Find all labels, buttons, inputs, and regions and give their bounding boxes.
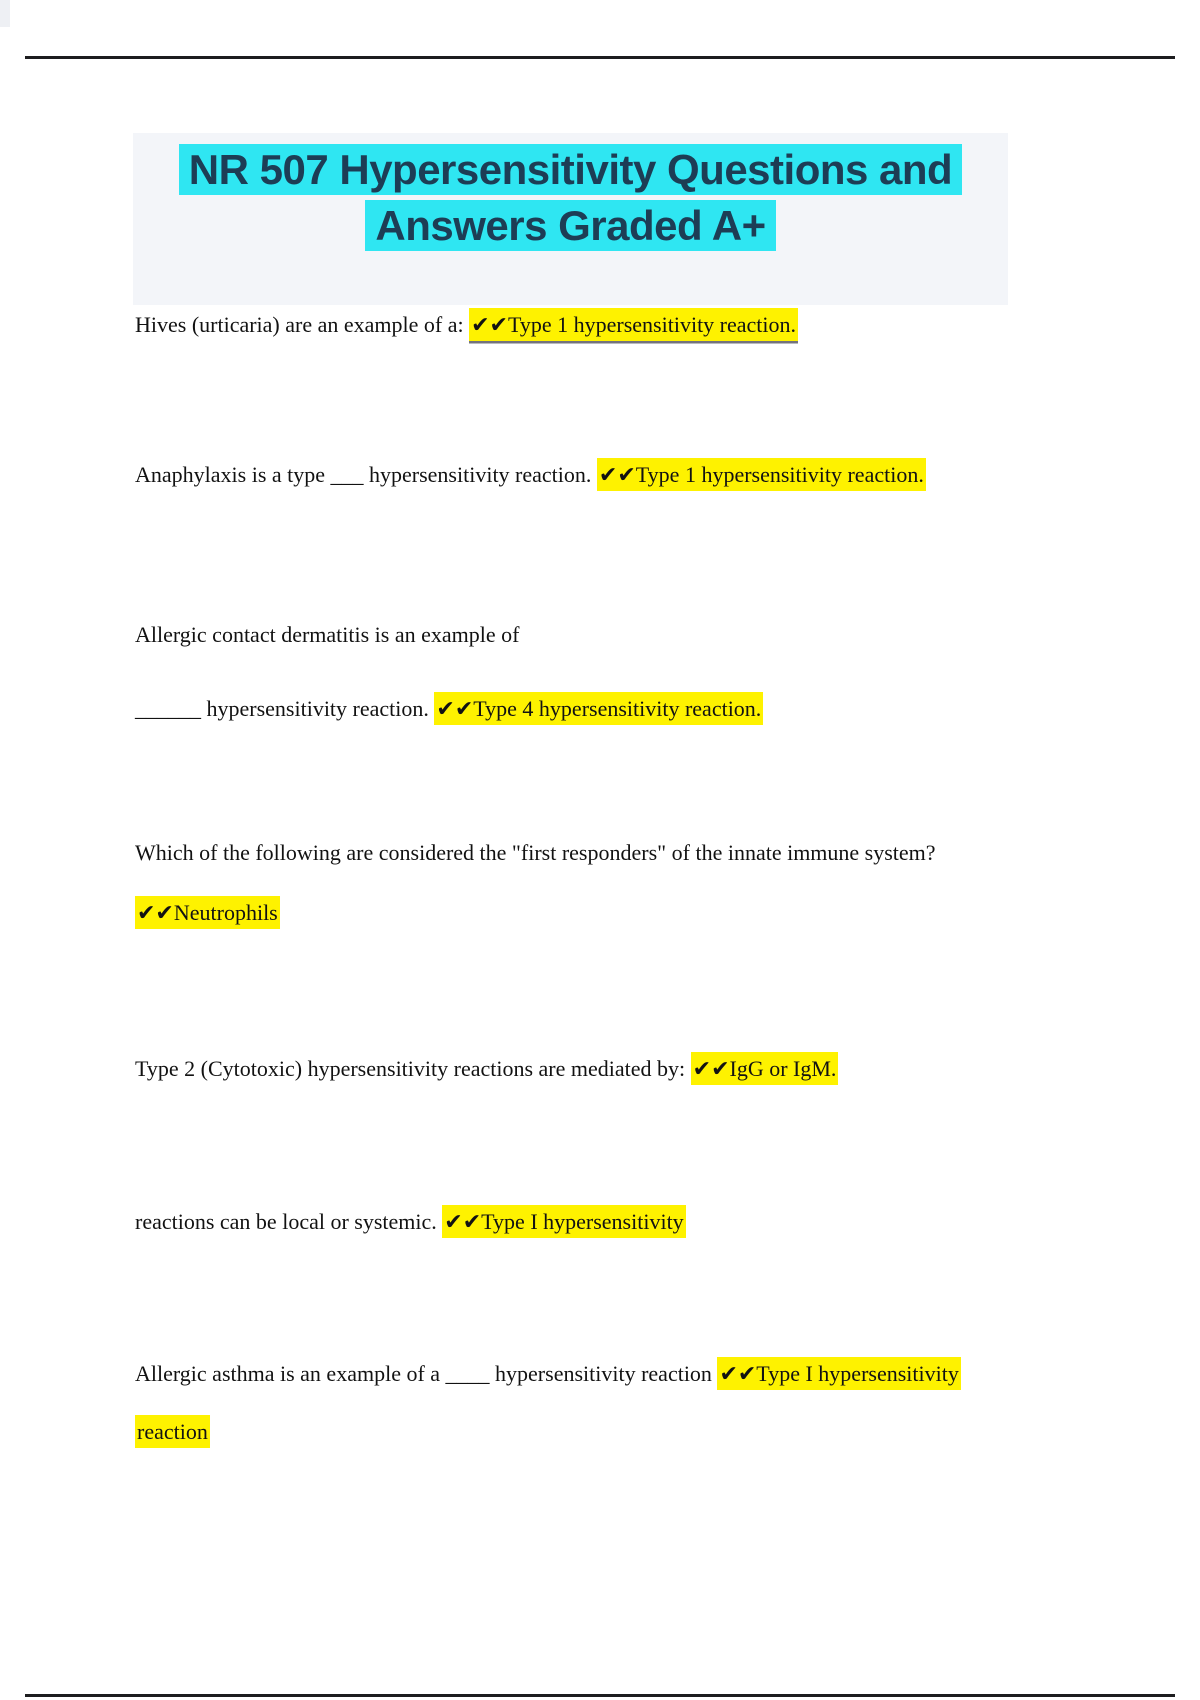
answer-highlight: reaction	[135, 1415, 210, 1448]
question-text: Allergic asthma is an example of a ____ hypersensitivity reaction	[135, 1361, 718, 1386]
question-line	[135, 1357, 961, 1390]
title-line-1: NR 507 Hypersensitivity Questions and	[179, 144, 962, 195]
answer-highlight: ✔✔Type 1 hypersensitivity reaction.	[469, 308, 798, 341]
page-rule-top	[25, 56, 1175, 59]
title-row	[133, 142, 1008, 198]
question-text: Allergic contact dermatitis is an example of	[135, 622, 520, 647]
question-text: Which of the following are considered the "first responders" of the innate immune system?	[135, 840, 936, 865]
question-text: reactions can be local or systemic.	[135, 1209, 443, 1234]
question-text: Anaphylaxis is a type ___ hypersensitivity reaction.	[135, 462, 597, 487]
question-text: Hives (urticaria) are an example of a:	[135, 312, 470, 337]
question-line	[135, 1415, 210, 1448]
answer-highlight: ✔✔Type I hypersensitivity	[717, 1357, 960, 1390]
question-line	[135, 1205, 686, 1238]
title-line-2: Answers Graded A+	[365, 200, 775, 251]
question-line	[135, 1052, 838, 1085]
scan-artifact	[0, 0, 10, 27]
question-line	[135, 836, 936, 869]
answer-highlight: ✔✔Type I hypersensitivity	[442, 1205, 685, 1238]
page-rule-bottom	[25, 1694, 1175, 1697]
question-line	[135, 308, 798, 341]
answer-highlight: ✔✔Type 4 hypersensitivity reaction.	[434, 692, 763, 725]
question-line	[135, 458, 926, 491]
question-line	[135, 896, 280, 929]
answer-highlight: ✔✔IgG or IgM.	[691, 1052, 839, 1085]
question-line	[135, 692, 763, 725]
document-title	[133, 133, 1008, 305]
title-row	[133, 198, 1008, 254]
answer-highlight: ✔✔Neutrophils	[135, 896, 280, 929]
question-text: Type 2 (Cytotoxic) hypersensitivity reactions are mediated by:	[135, 1056, 691, 1081]
question-text: ______ hypersensitivity reaction.	[135, 696, 435, 721]
question-line	[135, 618, 519, 651]
answer-highlight: ✔✔Type 1 hypersensitivity reaction.	[597, 458, 926, 491]
